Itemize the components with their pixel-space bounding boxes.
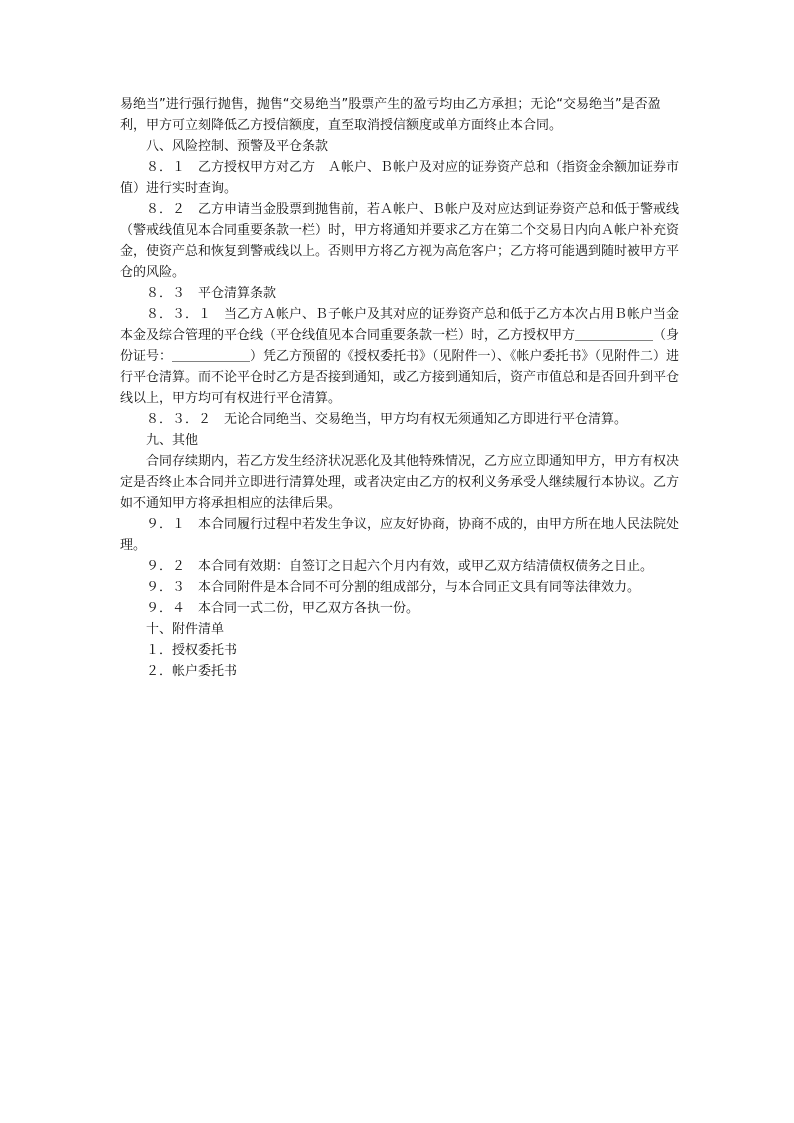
- attachment-item-2: ２．帐户委托书: [146, 664, 238, 679]
- document-body: [120, 94, 680, 682]
- clause-8-3-2: ８．３．２ 无论合同绝当、交易绝当，甲方均有权无须通知乙方即进行平仓清算。: [146, 412, 628, 427]
- clause-8-2: ８．２ 乙方申请当金股票到抛售前，若Ａ帐户、Ｂ帐户及对应达到证券资产总和低于警戒线（警戒线值见本合同重要条款一栏）时，甲方将通知并要求乙方在第二个交易日内向Ａ帐户补充资金，使资产总和恢复到警戒线以上。否则甲方将乙方视为高危客户；乙方将可能遇到随时被甲方平仓的风险。: [120, 202, 680, 280]
- clause-9-2: ９．２ 本合同有效期：自签订之日起六个月内有效，或甲乙双方结清债权债务之日止。: [146, 559, 654, 574]
- clause-9-1: ９．１ 本合同履行过程中若发生争议，应友好协商，协商不成的，由甲方所在地人民法院处理。: [120, 517, 680, 553]
- clause-9-4: ９．４ 本合同一式二份，甲乙双方各执一份。: [146, 601, 420, 616]
- section-heading-attachments: 十、附件清单: [146, 622, 225, 637]
- section-heading-risk-control: 八、风险控制、预警及平仓条款: [146, 139, 329, 154]
- paragraph-contract-duration: 合同存续期内，若乙方发生经济状况恶化及其他特殊情况，乙方应立即通知甲方，甲方有权决定是否终止本合同并立即进行清算处理，或者决定由乙方的权利义务承受人继续履行本协议。乙方如不通知甲方将承担相应的法律后果。: [120, 454, 680, 511]
- section-heading-other: 九、其他: [146, 433, 199, 448]
- clause-8-1: ８．１ 乙方授权甲方对乙方 Ａ帐户、Ｂ帐户及对应的证券资产总和（指资金余额加证券市值）进行实时查询。: [120, 160, 680, 196]
- attachment-item-1: １．授权委托书: [146, 643, 238, 658]
- clause-8-3-heading: ８．３ 平仓清算条款: [146, 286, 277, 301]
- clause-9-3: ９．３ 本合同附件是本合同不可分割的组成部分，与本合同正文具有同等法律效力。: [146, 580, 641, 595]
- clause-8-3-1: ８．３．１ 当乙方Ａ帐户、Ｂ子帐户及其对应的证券资产总和低于乙方本次占用Ｂ帐户当金本金及综合管理的平仓线（平仓线值见本合同重要条款一栏）时，乙方授权甲方＿＿＿＿＿＿（身份证号：＿＿＿＿＿＿）凭乙方预留的《授权委托书》（见附件一）、《帐户委托书》（见附件二）进行平仓清算。而不论平仓时乙方是否接到通知，或乙方接到通知后，资产市值总和是否回升到平仓线以上，甲方均可有权进行平仓清算。: [120, 307, 680, 406]
- paragraph-trading-default-clause: 易绝当”进行强行抛售，抛售“交易绝当”股票产生的盈亏均由乙方承担；无论“交易绝当”是否盈利，甲方可立刻降低乙方授信额度，直至取消授信额度或单方面终止本合同。: [120, 97, 661, 133]
